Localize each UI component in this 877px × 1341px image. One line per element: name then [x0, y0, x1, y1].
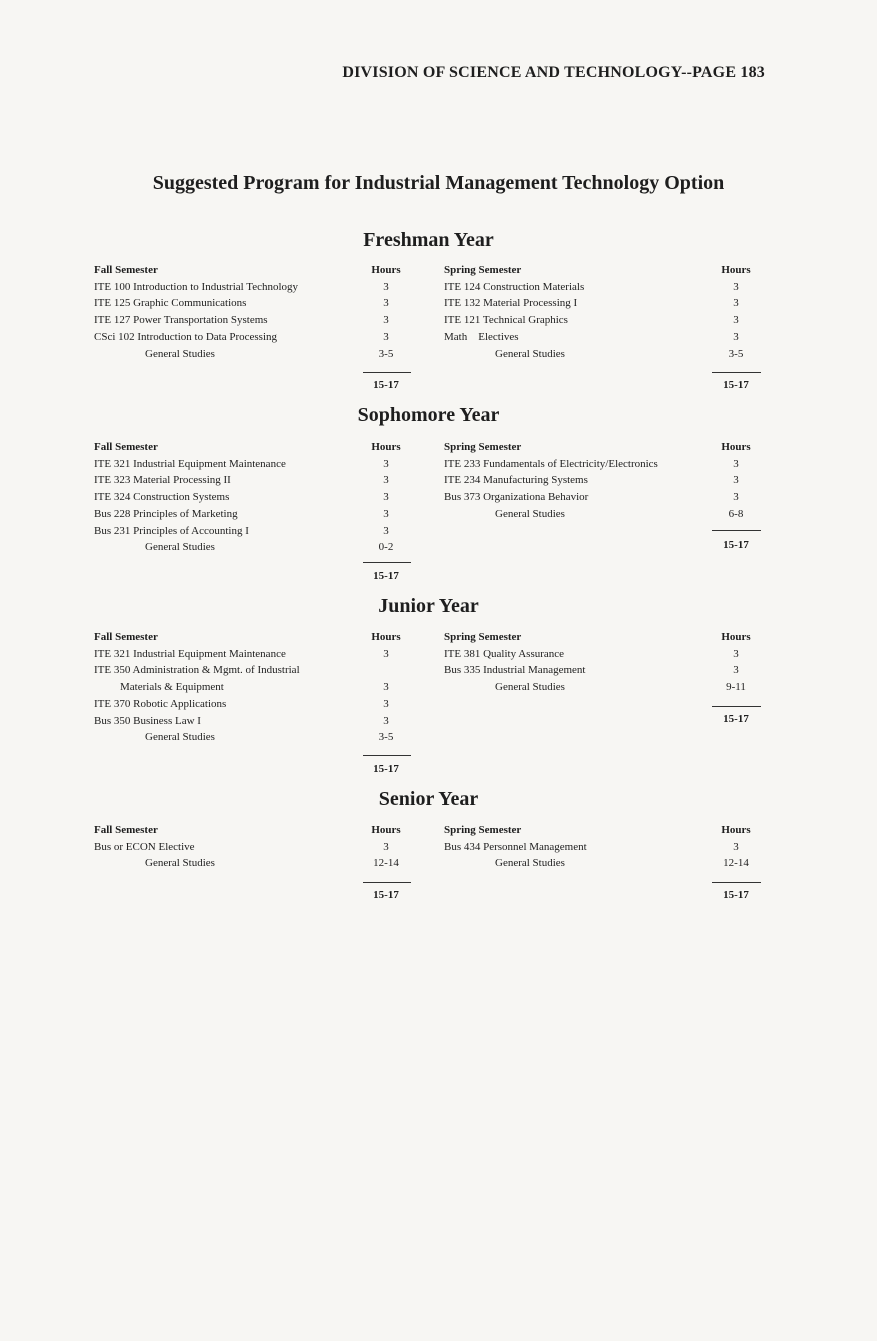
total-rule — [712, 372, 761, 373]
hours-value: 3 — [733, 297, 739, 309]
course-row: ITE 323 Material Processing II — [94, 474, 231, 486]
hours-value: 3-5 — [378, 731, 394, 743]
fall-hours-header: Hours — [371, 631, 401, 643]
spring-semester-header: Spring Semester — [444, 824, 522, 836]
hours-value: 3 — [733, 491, 739, 503]
hours-value: 0-2 — [378, 541, 394, 553]
hours-value: 3 — [383, 314, 389, 326]
hours-value: 3 — [733, 474, 739, 486]
junior-year-heading: Junior Year — [378, 595, 479, 617]
course-row: ITE 350 Administration & Mgmt. of Industrial — [94, 664, 300, 676]
hours-value: 3 — [733, 648, 739, 660]
spring-hours-header: Hours — [721, 631, 751, 643]
course-row: Bus 228 Principles of Marketing — [94, 508, 238, 520]
spring-semester-header: Spring Semester — [444, 264, 522, 276]
course-row: ITE 321 Industrial Equipment Maintenance — [94, 648, 286, 660]
course-row: Bus or ECON Elective — [94, 841, 195, 853]
course-row: Bus 231 Principles of Accounting I — [94, 525, 249, 537]
course-row: General Studies — [145, 348, 215, 360]
hours-value: 6-8 — [728, 508, 744, 520]
spring-hours-header: Hours — [721, 441, 751, 453]
course-row: ITE 124 Construction Materials — [444, 281, 585, 293]
hours-value: 3 — [383, 525, 389, 537]
total-rule — [712, 882, 761, 883]
course-row: ITE 321 Industrial Equipment Maintenance — [94, 458, 286, 470]
fall-hours-header: Hours — [371, 824, 401, 836]
total-rule — [363, 755, 411, 756]
course-row: General Studies — [495, 348, 565, 360]
hours-value: 3 — [383, 458, 389, 470]
total-rule — [712, 706, 761, 707]
fall-semester-header: Fall Semester — [94, 441, 158, 453]
spring-total: 15-17 — [723, 539, 749, 551]
spring-total: 15-17 — [723, 379, 749, 391]
hours-value: 3 — [383, 508, 389, 520]
hours-value: 3 — [383, 698, 389, 710]
spring-hours-header: Hours — [721, 264, 751, 276]
total-rule — [363, 562, 411, 563]
hours-value: 3 — [733, 331, 739, 343]
hours-value: 3 — [733, 841, 739, 853]
course-row: General Studies — [495, 508, 565, 520]
hours-value: 12-14 — [723, 857, 749, 869]
course-row: ITE 233 Fundamentals of Electricity/Electronics — [444, 458, 658, 470]
fall-total: 15-17 — [373, 379, 399, 391]
hours-value: 3 — [383, 331, 389, 343]
spring-total: 15-17 — [723, 889, 749, 901]
course-row: Math Electives — [444, 331, 519, 343]
spring-total: 15-17 — [723, 713, 749, 725]
senior-year-heading: Senior Year — [378, 788, 479, 810]
course-row: ITE 125 Graphic Communications — [94, 297, 247, 309]
total-rule — [363, 372, 411, 373]
hours-value: 9-11 — [726, 681, 746, 693]
hours-value: 3 — [383, 841, 389, 853]
course-row: ITE 370 Robotic Applications — [94, 698, 227, 710]
hours-value: 3 — [733, 314, 739, 326]
course-row: Bus 373 Organizationa Behavior — [444, 491, 589, 503]
hours-value: 3 — [383, 474, 389, 486]
course-row: General Studies — [145, 541, 215, 553]
course-row: ITE 100 Introduction to Industrial Technology — [94, 281, 299, 293]
course-row: CSci 102 Introduction to Data Processing — [94, 331, 278, 343]
hours-value: 3 — [383, 648, 389, 660]
page-title: Suggested Program for Industrial Management Technology Option — [152, 172, 725, 194]
course-row: ITE 127 Power Transportation Systems — [94, 314, 268, 326]
course-row: Bus 434 Personnel Management — [444, 841, 587, 853]
fall-hours-header: Hours — [371, 264, 401, 276]
course-row: Bus 350 Business Law I — [94, 715, 201, 727]
fall-semester-header: Fall Semester — [94, 824, 158, 836]
total-rule — [363, 882, 411, 883]
hours-value: 3 — [733, 281, 739, 293]
course-row: ITE 381 Quality Assurance — [444, 648, 565, 660]
hours-value: 3 — [383, 715, 389, 727]
course-row: Bus 335 Industrial Management — [444, 664, 586, 676]
freshman-year-heading: Freshman Year — [363, 229, 494, 251]
course-row: General Studies — [145, 731, 215, 743]
fall-total: 15-17 — [373, 889, 399, 901]
course-row: ITE 132 Material Processing I — [444, 297, 578, 309]
course-row: ITE 234 Manufacturing Systems — [444, 474, 588, 486]
hours-value: 3 — [733, 664, 739, 676]
fall-semester-header: Fall Semester — [94, 631, 158, 643]
hours-value: 3 — [733, 458, 739, 470]
course-row: Materials & Equipment — [120, 681, 224, 693]
total-rule — [712, 530, 761, 531]
hours-value: 3 — [383, 681, 389, 693]
course-row: ITE 121 Technical Graphics — [444, 314, 568, 326]
spring-semester-header: Spring Semester — [444, 631, 522, 643]
course-row: General Studies — [145, 857, 215, 869]
fall-total: 15-17 — [373, 763, 399, 775]
fall-semester-header: Fall Semester — [94, 264, 158, 276]
hours-value: 3 — [383, 281, 389, 293]
spring-hours-header: Hours — [721, 824, 751, 836]
hours-value: 12-14 — [373, 857, 399, 869]
page-header: DIVISION OF SCIENCE AND TECHNOLOGY--PAGE 183 — [342, 64, 765, 81]
sophomore-year-heading: Sophomore Year — [357, 404, 500, 426]
spring-semester-header: Spring Semester — [444, 441, 522, 453]
hours-value: 3 — [383, 491, 389, 503]
course-row: General Studies — [495, 857, 565, 869]
course-row: ITE 324 Construction Systems — [94, 491, 230, 503]
hours-value: 3 — [383, 297, 389, 309]
hours-value: 3-5 — [378, 348, 394, 360]
hours-value: 3-5 — [728, 348, 744, 360]
course-row: General Studies — [495, 681, 565, 693]
fall-total: 15-17 — [373, 570, 399, 582]
fall-hours-header: Hours — [371, 441, 401, 453]
hours-value — [360, 662, 412, 678]
